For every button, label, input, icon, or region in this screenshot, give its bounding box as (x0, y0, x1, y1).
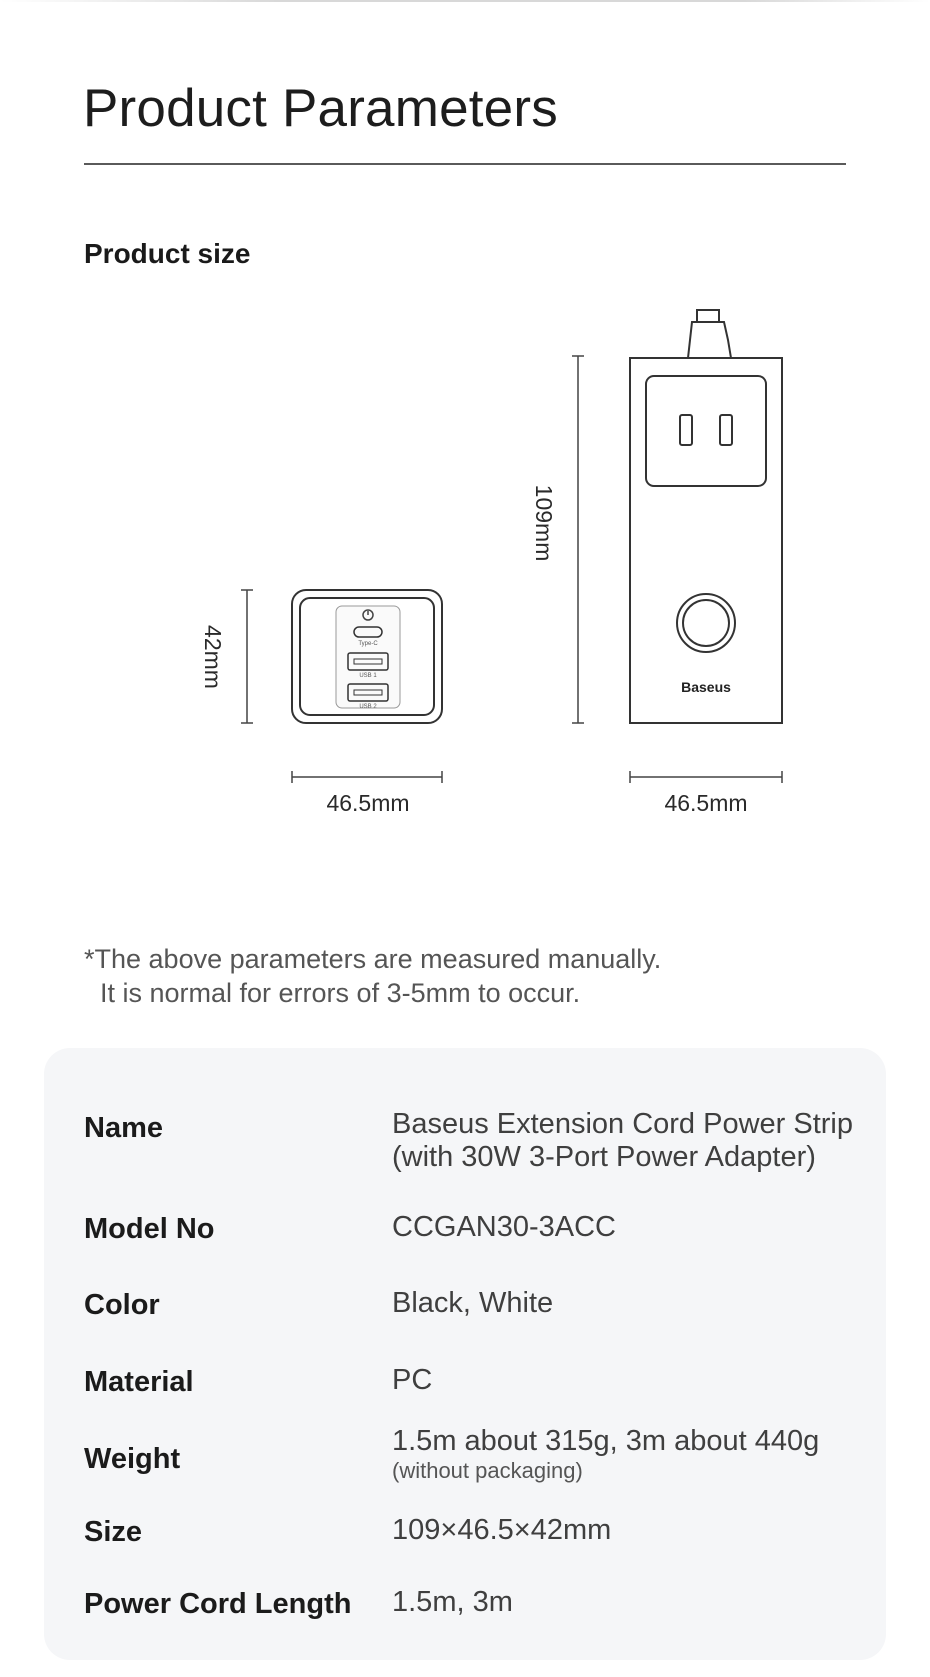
spec-value (392, 1425, 819, 1484)
spec-value: PC (392, 1364, 433, 1396)
top-divider (0, 0, 930, 2)
strip-width-dimension (630, 771, 782, 783)
spec-label: Model No (84, 1213, 215, 1245)
spec-value: CCGAN30-3ACC (392, 1211, 616, 1243)
product-size-heading: Product size (84, 238, 251, 269)
strip-width-label: 46.5mm (664, 790, 748, 816)
spec-label: Power Cord Length (84, 1588, 352, 1620)
port-label-type-c: Type-C (358, 641, 378, 647)
spec-label: Size (84, 1516, 143, 1548)
note-line-1: *The above parameters are measured manually. (84, 944, 662, 974)
adapter-drawing (292, 590, 442, 723)
spec-value-note: (without packaging) (392, 1458, 583, 1483)
spec-value: 109×46.5×42mm (392, 1514, 612, 1546)
product-size-diagram (0, 300, 930, 860)
strip-height-label: 109mm (531, 484, 557, 562)
spec-value: Black, White (392, 1287, 554, 1319)
spec-value-line-2: (with 30W 3-Port Power Adapter) (392, 1141, 816, 1173)
spec-value-line-1: Baseus Extension Cord Power Strip (392, 1108, 853, 1140)
spec-value-line-1: 1.5m about 315g, 3m about 440g (392, 1425, 820, 1457)
spec-label: Name (84, 1112, 163, 1144)
adapter-width-dimension (292, 771, 442, 783)
spec-table (44, 1048, 886, 1660)
spec-label: Material (84, 1366, 194, 1398)
spec-label: Weight (84, 1443, 181, 1475)
port-label-usb2: USB 2 (359, 704, 377, 710)
strip-height-dimension (572, 356, 584, 723)
power-switch-icon (677, 594, 735, 652)
adapter-width-label: 46.5mm (326, 790, 410, 816)
port-label-usb1: USB 1 (359, 673, 377, 679)
ac-outlet-icon (646, 376, 766, 486)
adapter-height-dimension (241, 590, 253, 723)
note-line-2: It is normal for errors of 3-5mm to occur. (100, 978, 581, 1008)
strip-brand-logo: Baseus (681, 679, 731, 695)
adapter-height-label: 42mm (200, 625, 226, 689)
spec-value (392, 1108, 853, 1174)
spec-value: 1.5m, 3m (392, 1586, 513, 1618)
measurement-note (84, 942, 661, 1010)
power-strip-drawing (630, 310, 782, 723)
page-title: Product Parameters (83, 79, 558, 138)
spec-label: Color (84, 1289, 160, 1321)
title-divider (84, 163, 846, 165)
